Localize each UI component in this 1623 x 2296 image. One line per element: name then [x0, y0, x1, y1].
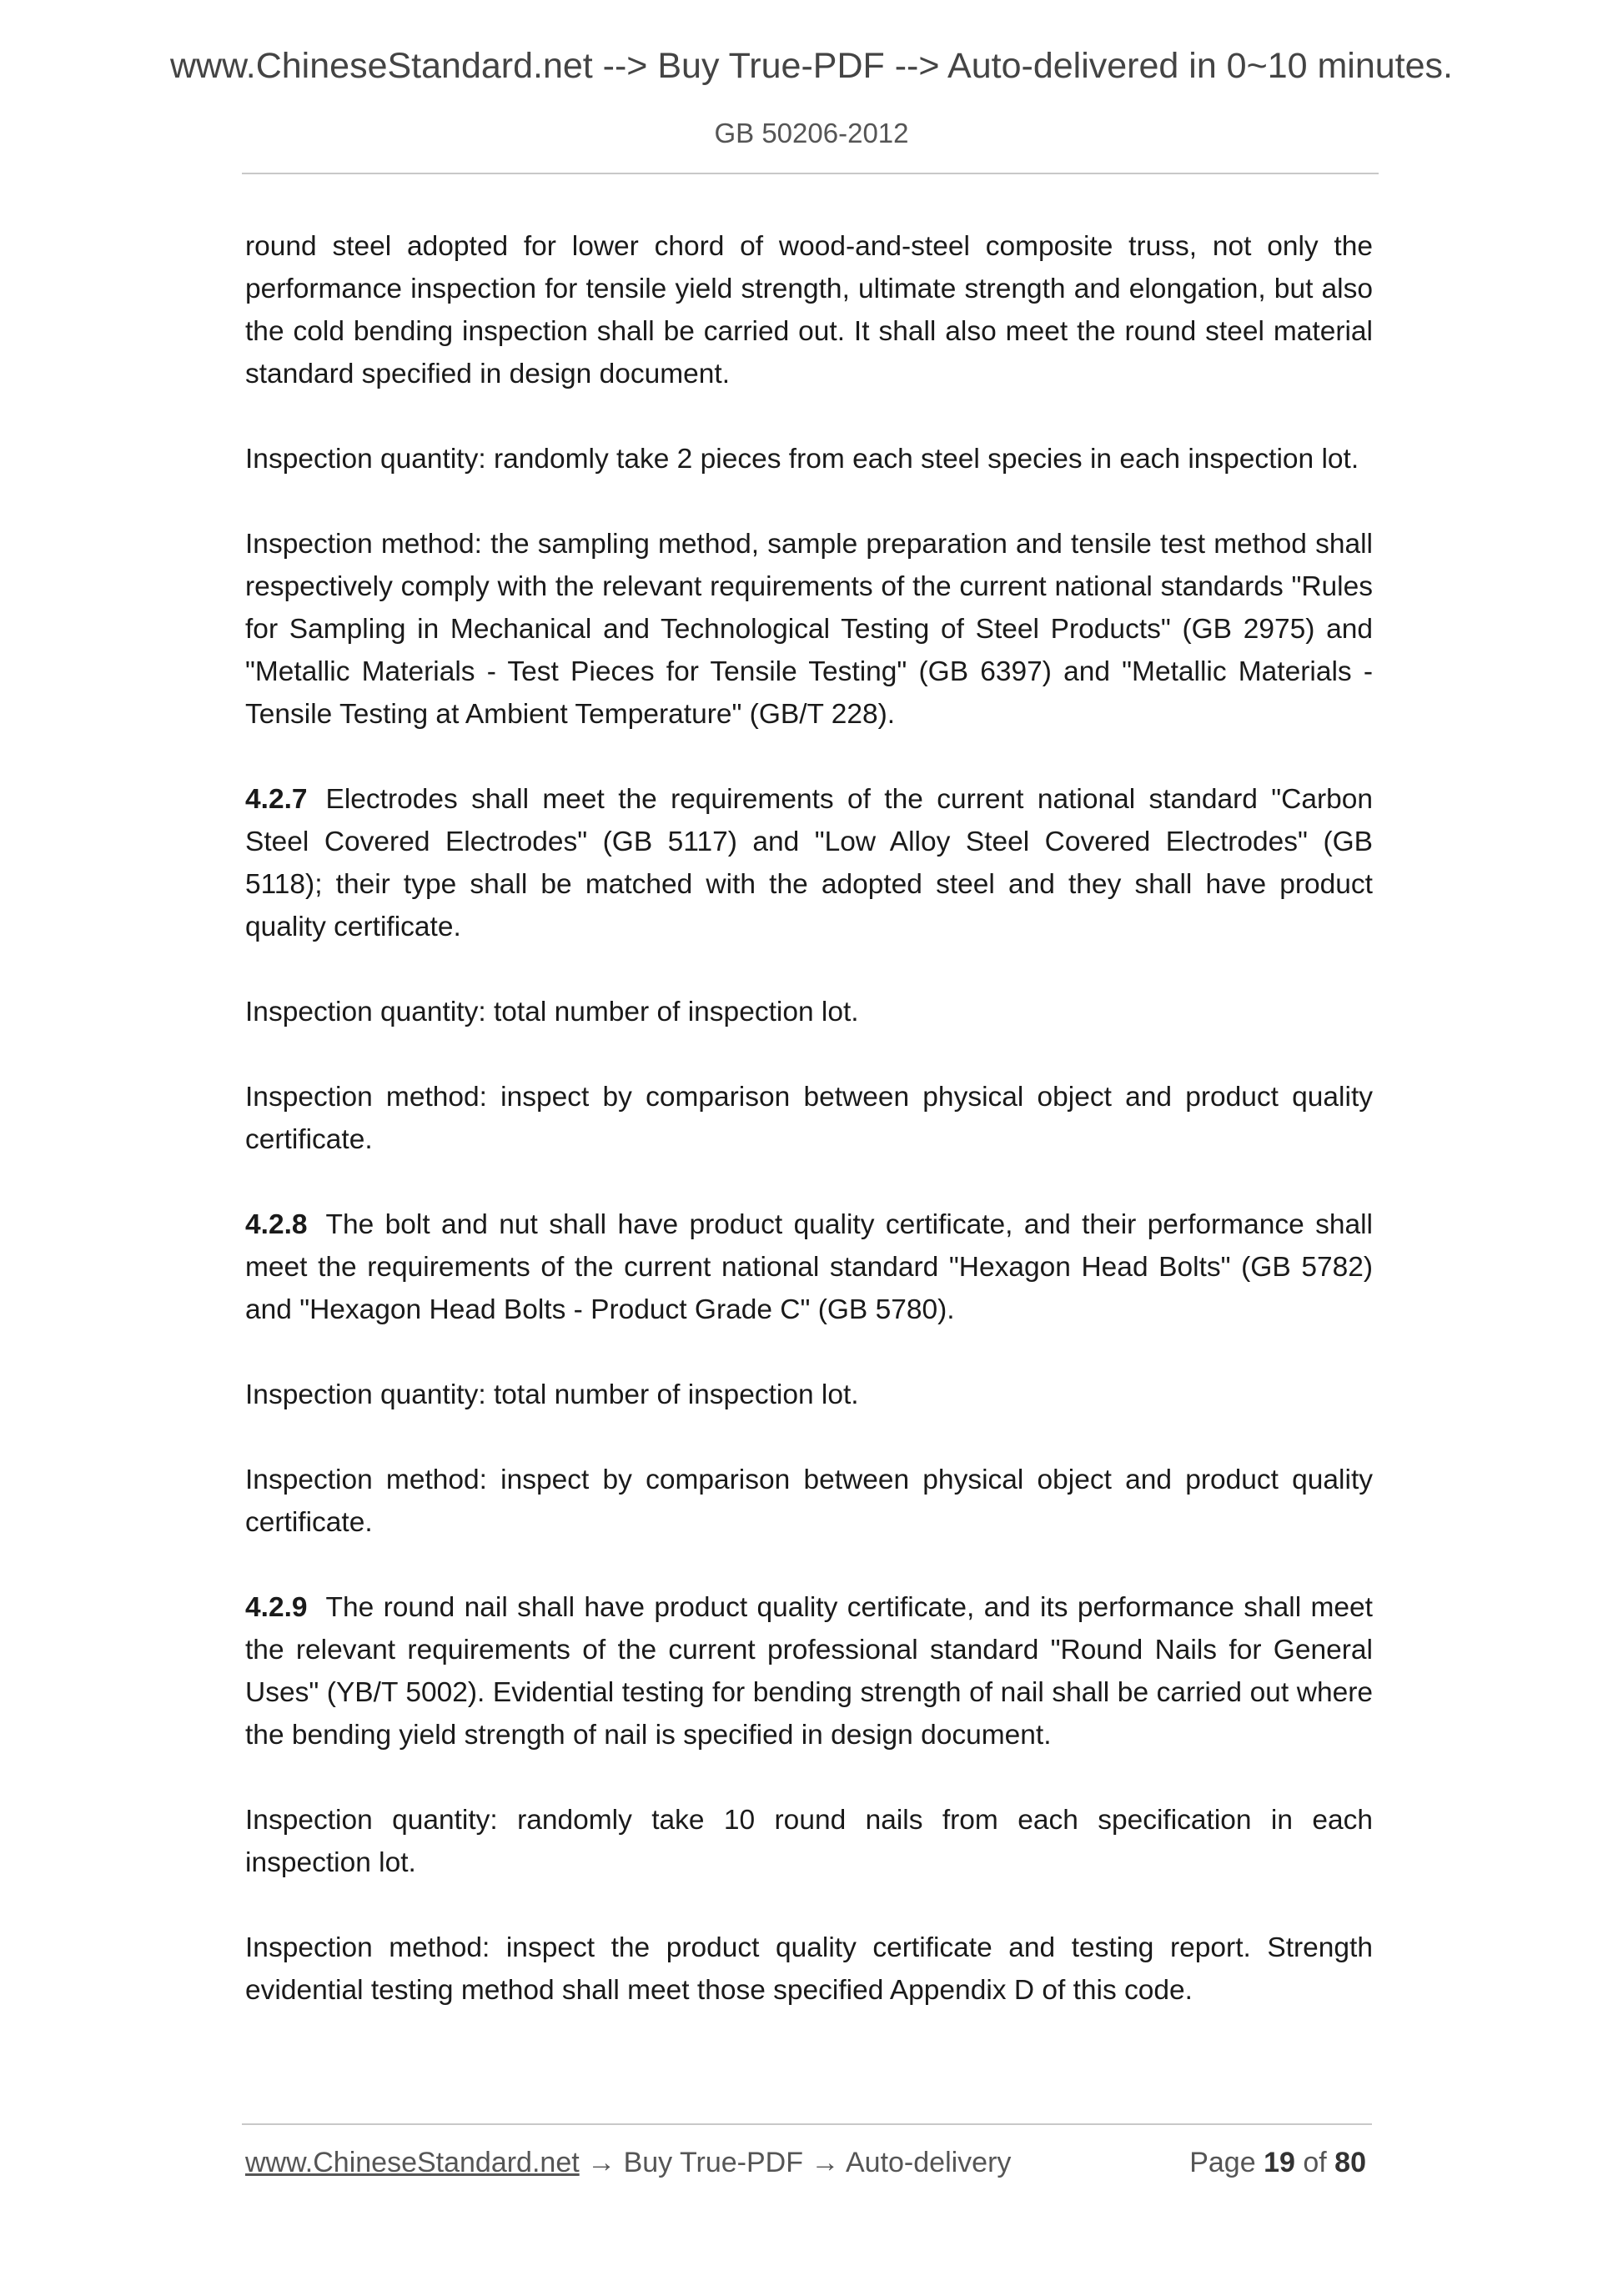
inspection-method-paragraph: Inspection method: inspect the product quality certificate and testing report. Strength evidential testing method shall meet those specified Appendix D of this code. [245, 1932, 1373, 2006]
footer-promo-text: → Buy True-PDF → Auto-delivery [579, 2147, 1012, 2178]
page-body [245, 225, 1373, 2054]
inspection-method-paragraph: Inspection method: inspect by comparison between physical object and product quality certificate. [245, 1082, 1373, 1155]
clause-4-2-9: 4.2.9 The round nail shall have product quality certificate, and its performance shall meet the relevant requirements of the current professional standard "Round Nails for General Uses" (YB/T 5002). Evidential testing for bending strength of nail shall be carried out where the bending yield strength of nail is specified in design document. [245, 1592, 1373, 1751]
clause-4-2-7: 4.2.7 Electrodes shall meet the requirements of the current national standard "Carbon Steel Covered Electrodes" (GB 5117) and "Low Alloy Steel Covered Electrodes" (GB 5118); their type shall be matched with the adopted steel and they shall have product quality certificate. [245, 784, 1373, 942]
body-paragraph: round steel adopted for lower chord of wood-and-steel composite truss, not only the performance inspection for tensile yield strength, ultimate strength and elongation, but also the cold bending inspection shall be carried out. It shall also meet the round steel material standard specified in design document. [245, 231, 1373, 389]
clause-number: 4.2.9 [245, 1592, 308, 1623]
clause-number: 4.2.8 [245, 1209, 308, 1240]
document-id: GB 50206-2012 [714, 118, 909, 148]
footer-divider [242, 2123, 1372, 2125]
inspection-method-paragraph: Inspection method: inspect by comparison between physical object and product quality certificate. [245, 1465, 1373, 1538]
inspection-quantity-paragraph: Inspection quantity: randomly take 10 round nails from each specification in each inspection lot. [245, 1805, 1373, 1878]
footer-promo [245, 2144, 1011, 2181]
top-banner: www.ChineseStandard.net --> Buy True-PDF --> Auto-delivered in 0~10 minutes. [169, 46, 1453, 86]
page-number: Page 19 of 80 [1189, 2147, 1366, 2178]
header-divider [242, 173, 1379, 174]
total-pages: 80 [1334, 2147, 1366, 2178]
footer-site-link[interactable]: www.ChineseStandard.net [245, 2147, 580, 2178]
inspection-quantity-paragraph: Inspection quantity: total number of inspection lot. [245, 997, 859, 1027]
inspection-quantity-paragraph: Inspection quantity: randomly take 2 pieces from each steel species in each inspection lot. [245, 444, 1359, 475]
inspection-method-paragraph: Inspection method: the sampling method, sample preparation and tensile test method shall respectively comply with the relevant requirements of the current national standards "Rules for Sampling in Mechanical and Technological Testing of Steel Products" (GB 2975) and "Metallic Materials - Test Pieces for Tensile Testing" (GB 6397) and "Metallic Materials -Tensile Testing at Ambient Temperature" (GB/T 228). [245, 529, 1373, 730]
clause-number: 4.2.7 [245, 784, 308, 815]
current-page: 19 [1264, 2147, 1295, 2178]
clause-4-2-8: 4.2.8 The bolt and nut shall have product quality certificate, and their performance shall meet the requirements of the current national standard "Hexagon Head Bolts" (GB 5782) and "Hexagon Head Bolts - Product Grade C" (GB 5780). [245, 1209, 1373, 1325]
inspection-quantity-paragraph: Inspection quantity: total number of inspection lot. [245, 1379, 859, 1410]
